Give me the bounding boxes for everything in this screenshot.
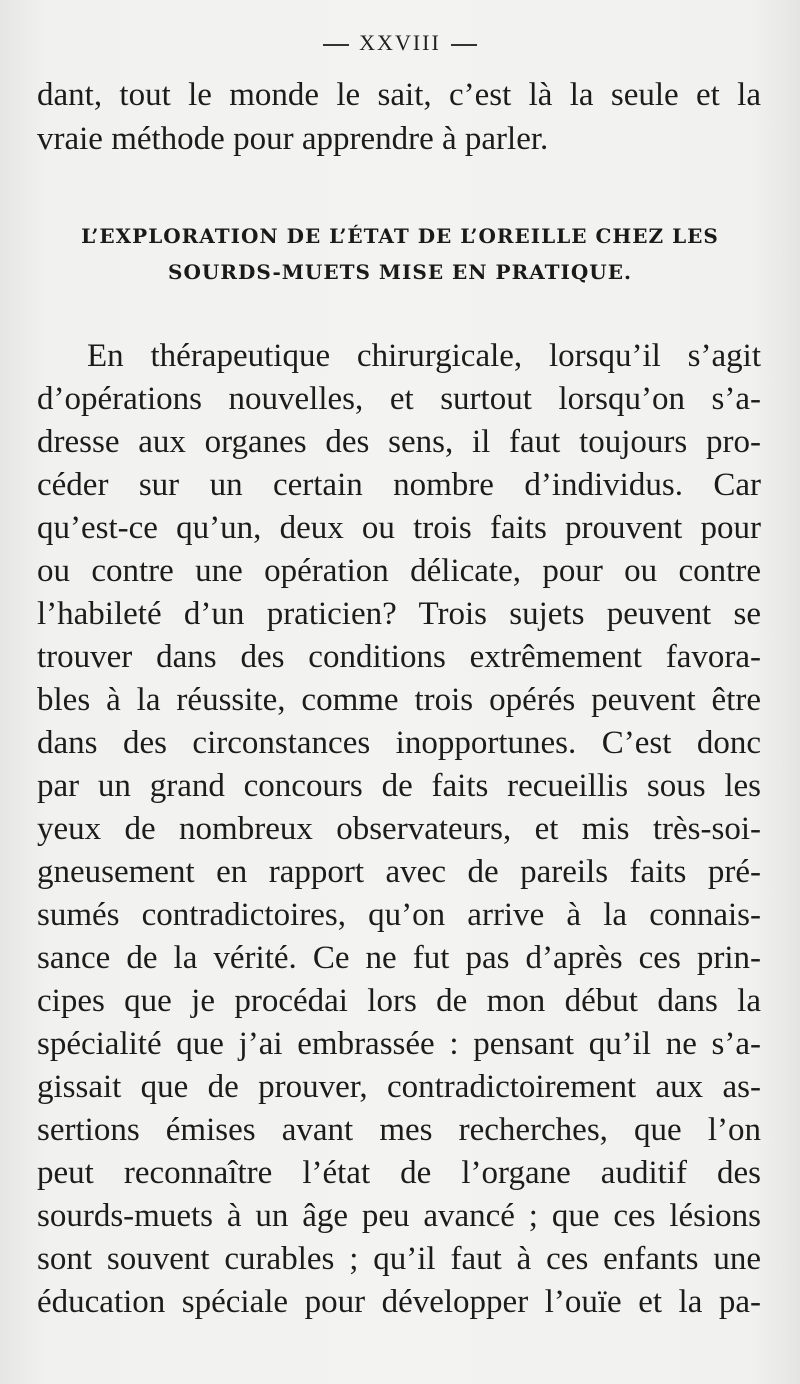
text-line: peut reconnaître l’état de l’organe auditif des [37, 1155, 761, 1191]
text-line: par un grand concours de faits recueillis sous les [37, 768, 761, 804]
text-line: dans des circonstances inopportunes. C’est donc [37, 725, 761, 761]
section-heading: SOURDS-MUETS MISE EN PRATIQUE. [168, 260, 632, 284]
text-line: sertions émises avant mes recherches, que l’on [37, 1112, 761, 1148]
text-line: l’habileté d’un praticien? Trois sujets peuvent se [37, 596, 761, 632]
text-line: sourds-muets à un âge peu avancé ; que ces lésions [37, 1198, 761, 1234]
text-line: sumés contradictoires, qu’on arrive à la connais- [37, 897, 761, 933]
text-line: d’opérations nouvelles, et surtout lorsqu’on s’a- [37, 381, 761, 417]
text-line: cipes que je procédai lors de mon début dans la [37, 983, 761, 1019]
dash-left [323, 44, 349, 46]
page-number [0, 30, 800, 56]
dash-right [451, 44, 477, 46]
text-line: gneusement en rapport avec de pareils faits pré- [37, 854, 761, 890]
text-line: trouver dans des conditions extrêmement favora- [37, 639, 761, 675]
text-line: éducation spéciale pour développer l’ouïe et la pa- [37, 1284, 761, 1320]
text-line: sance de la vérité. Ce ne fut pas d’après ces prin- [37, 940, 761, 976]
page-number-label: XXVIII [359, 30, 441, 55]
section-heading: L’EXPLORATION DE L’ÉTAT DE L’OREILLE CHEZ LES [81, 224, 719, 248]
text-line: dant, tout le monde le sait, c’est là la seule et la [37, 77, 761, 113]
text-line: qu’est-ce qu’un, deux ou trois faits prouvent pour [37, 510, 761, 546]
text-line: vraie méthode pour apprendre à parler. [37, 121, 549, 157]
text-line: ou contre une opération délicate, pour ou contre [37, 553, 761, 589]
text-line: yeux de nombreux observateurs, et mis très-soi- [37, 811, 761, 847]
text-line: spécialité que j’ai embrassée : pensant qu’il ne s’a- [37, 1026, 761, 1062]
text-line: gissait que de prouver, contradictoirement aux as- [37, 1069, 761, 1105]
text-line: dresse aux organes des sens, il faut toujours pro- [37, 424, 761, 460]
text-line: céder sur un certain nombre d’individus. Car [37, 467, 761, 503]
text-line: sont souvent curables ; qu’il faut à ces enfants une [37, 1241, 761, 1277]
text-line: bles à la réussite, comme trois opérés peuvent être [37, 682, 761, 718]
text-line: En thérapeutique chirurgicale, lorsqu’il s’agit [87, 338, 761, 374]
